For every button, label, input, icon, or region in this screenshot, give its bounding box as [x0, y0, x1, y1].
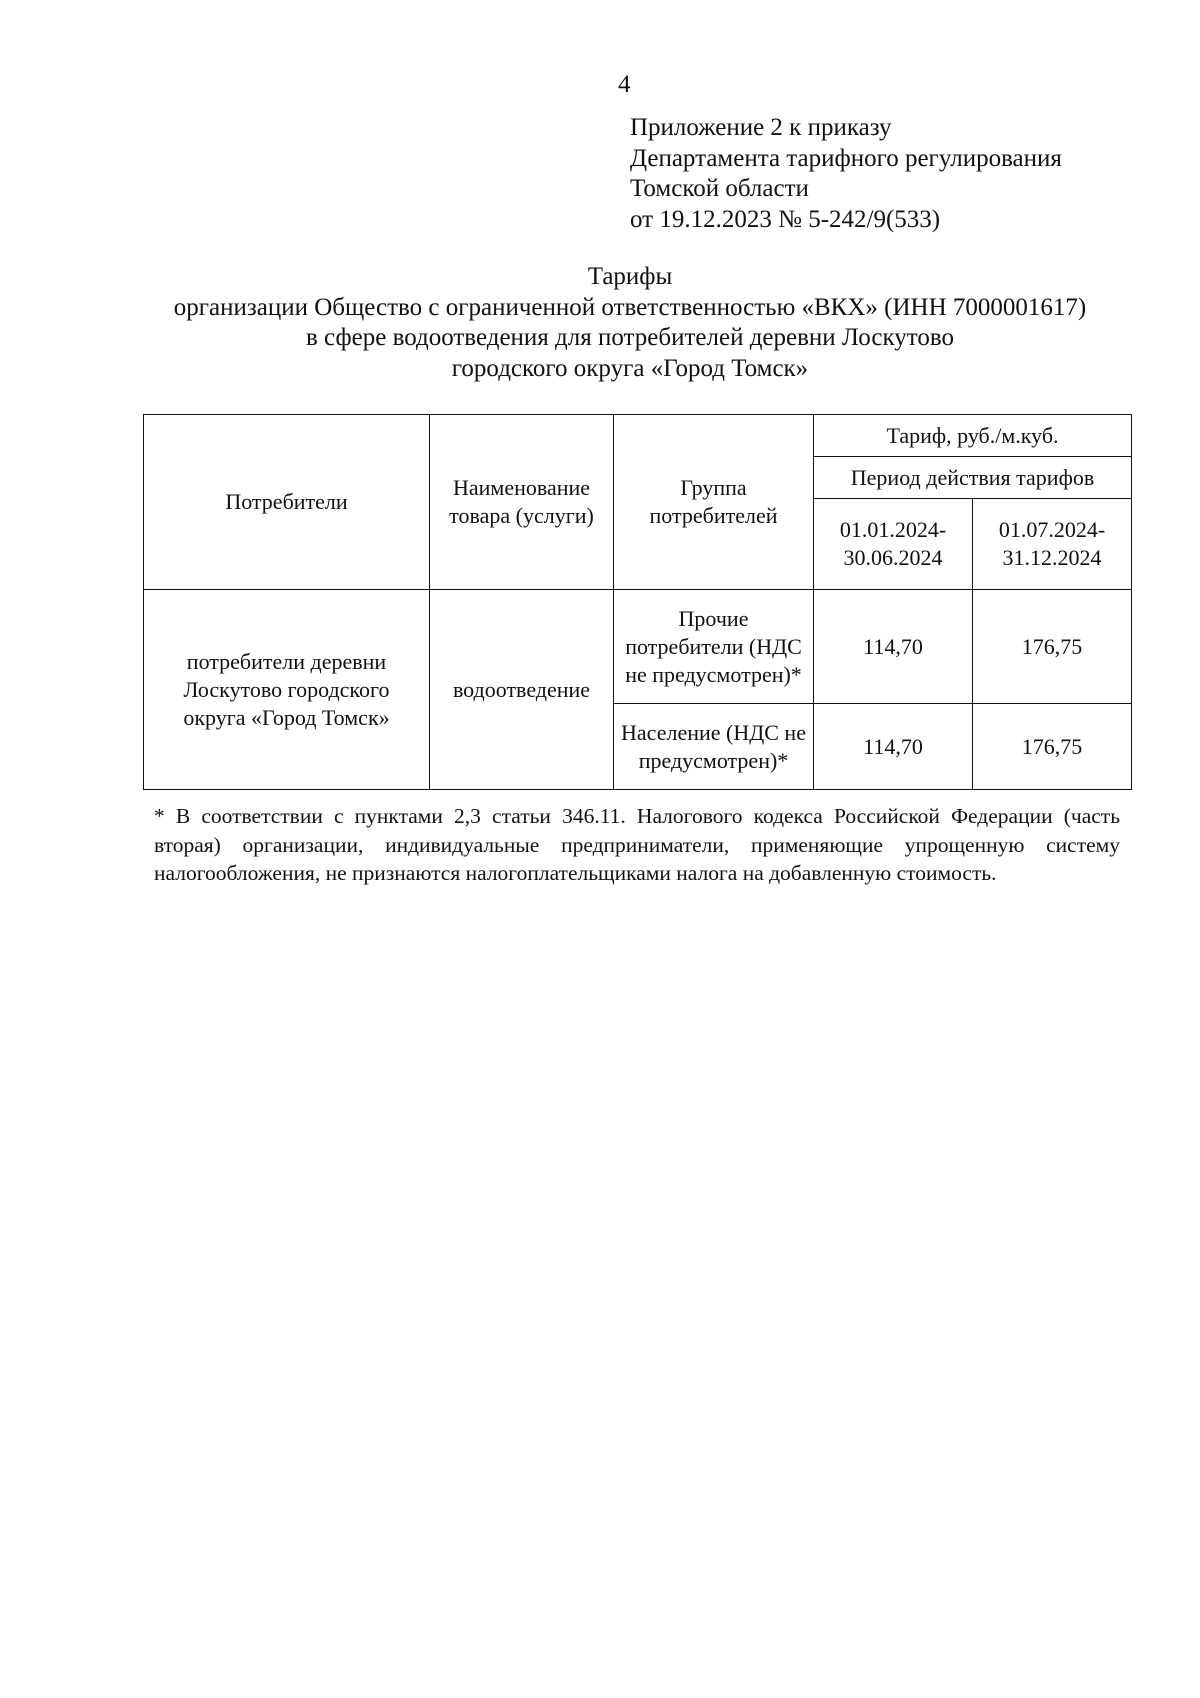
header-tariff: Тариф, руб./м.куб.: [814, 415, 1132, 457]
annex-line: Томской области: [630, 175, 809, 202]
cell-service: водоотведение: [430, 590, 614, 790]
cell-group: Население (НДС не предусмотрен)*: [614, 704, 814, 790]
header-period-1: 01.01.2024-30.06.2024: [814, 499, 973, 590]
tariff-table: [143, 414, 1132, 790]
header-period: Период действия тарифов: [814, 457, 1132, 499]
cell-tariff-value: 114,70: [814, 704, 973, 790]
header-group: Группа потребителей: [614, 415, 814, 590]
header-service: Наименование товара (услуги): [430, 415, 614, 590]
document-title: [0, 262, 1200, 384]
header-consumers: Потребители: [144, 415, 430, 590]
header-period-2: 01.07.2024-31.12.2024: [973, 499, 1132, 590]
table-header-row: [144, 415, 1132, 457]
annex-line: Приложение 2 к приказу: [630, 114, 892, 141]
cell-tariff-value: 176,75: [973, 590, 1132, 704]
cell-tariff-value: 114,70: [814, 590, 973, 704]
title-line: в сфере водоотведения для потребителей деревни Лоскутово: [305, 324, 954, 351]
table-row: [144, 590, 1132, 704]
annex-line: Департамента тарифного регулирования: [630, 144, 1062, 172]
footnote: * В соответствии с пунктами 2,3 статьи 346.11. Налогового кодекса Российской Федерации (часть вторая) организации, индивидуальные предприниматели, применяющие упрощенную систему налогообложения, не признаются налогоплательщиками налога на добавленную стоимость.: [154, 804, 1120, 885]
title-line: Тарифы: [587, 263, 673, 290]
title-line: городского округа «Город Томск»: [451, 354, 809, 382]
page-number: 4: [618, 71, 631, 98]
cell-group: Прочие потребители (НДС не предусмотрен)*: [614, 590, 814, 704]
title-line: организации Общество с ограниченной ответственностью «ВКХ» (ИНН 7000001617): [173, 293, 1087, 321]
annex-line: от 19.12.2023 № 5-242/9(533): [630, 205, 941, 233]
annex-block: [630, 113, 1062, 235]
cell-consumers: потребители деревни Лоскутово городского округа «Город Томск»: [144, 590, 430, 790]
cell-tariff-value: 176,75: [973, 704, 1132, 790]
